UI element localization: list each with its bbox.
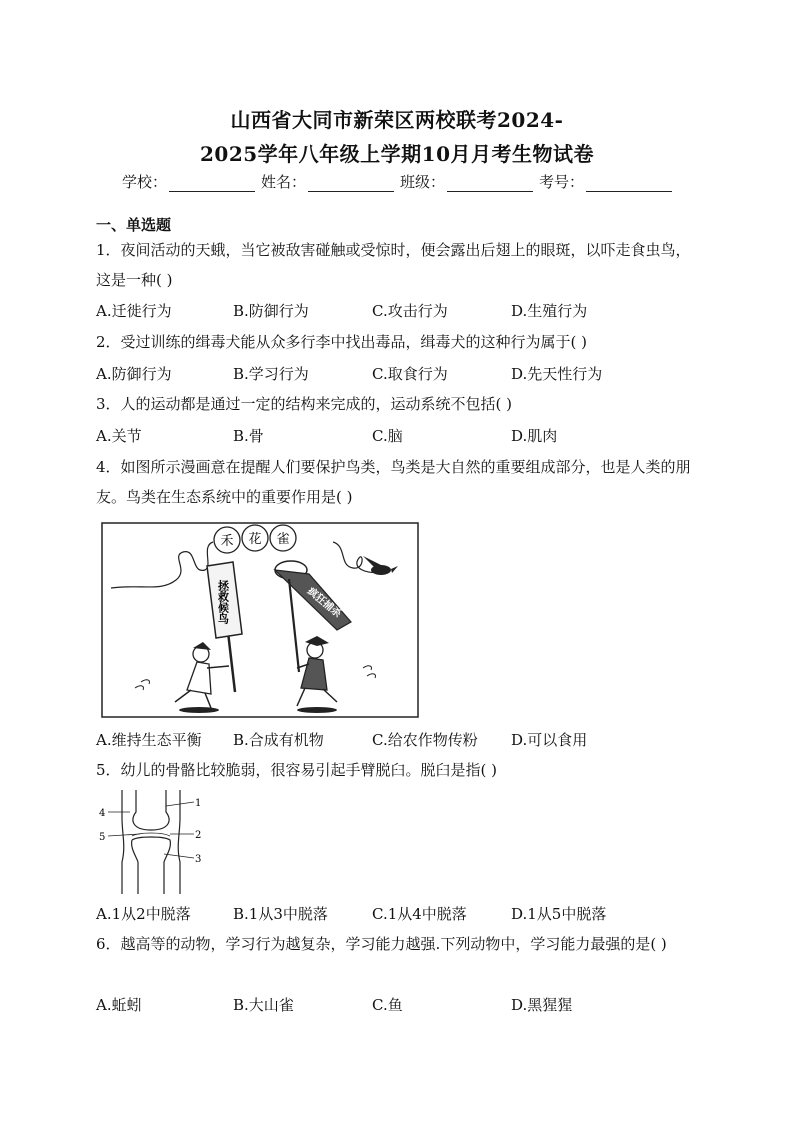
banner-char-3: 雀 [276,532,290,547]
school-label: 学校： [122,173,168,191]
q5-option-d: D.1从5中脱落 [511,905,607,923]
q6-option-b: B.大山雀 [233,996,294,1014]
question-1-text: 1．夜间活动的天蛾，当它被敌害碰触或受惊时，便会露出后翅上的眼斑，以吓走食虫鸟，这是一种( ) [96,241,691,289]
q4-option-c: C.给农作物传粉 [372,731,478,749]
q5-option-c: C.1从4中脱落 [372,905,467,923]
bird-protection-cartoon [101,522,419,718]
q6-option-a: A.蚯蚓 [96,996,142,1014]
sign-text: 拯救候鸟 [216,580,230,624]
question-6-text: 6．越高等的动物，学习行为越复杂，学习能力越强.下列动物中，学习能力最强的是( ) [96,935,667,953]
question-6-options [96,994,700,1018]
q2-option-a: A.防御行为 [96,365,172,383]
question-3-options [96,425,700,449]
q4-option-a: A.维持生态平衡 [96,731,202,749]
q4-option-b: B.合成有机物 [233,731,324,749]
banner-char-1: 禾 [220,534,234,549]
question-4-text: 4．如图所示漫画意在提醒人们要保护鸟类，鸟类是大自然的重要组成部分，也是人类的朋友。鸟类在生态系统中的重要作用是( ) [96,458,691,506]
q1-option-d: D.生殖行为 [511,302,588,320]
joint-label-5: 5 [99,832,106,843]
q1-option-b: B.防御行为 [233,302,309,320]
page-title-line-1: 山西省大同市新荣区两校联考2024- [230,108,564,132]
joint-label-3: 3 [195,854,202,865]
page-title-line-2: 2025学年八年级上学期10月月考生物试卷 [200,142,594,166]
question-2-text: 2．受过训练的缉毒犬能从众多行李中找出毒品，缉毒犬的这种行为属于( ) [96,333,588,351]
q2-option-d: D.先天性行为 [511,365,603,383]
name-blank[interactable] [308,177,394,192]
q6-option-d: D.黑猩猩 [511,996,573,1014]
question-3-text: 3．人的运动都是通过一定的结构来完成的，运动系统不包括( ) [96,395,513,413]
q2-option-b: B.学习行为 [233,365,309,383]
student-info-line [122,171,682,192]
q5-option-b: B.1从3中脱落 [233,905,328,923]
question-1-options [96,300,700,324]
banner-char-2: 花 [248,532,262,547]
q5-option-a: A.1从2中脱落 [96,905,191,923]
joint-label-4: 4 [99,808,106,819]
joint-label-1: 1 [195,798,202,809]
question-5-text: 5．幼儿的骨骼比较脆弱，很容易引起手臂脱臼。脱臼是指( ) [96,761,498,779]
class-blank[interactable] [447,177,533,192]
q3-option-a: A.关节 [96,427,142,445]
joint-diagram [96,790,208,894]
exam-number-blank[interactable] [586,177,672,192]
name-label: 姓名： [261,173,307,191]
q6-option-c: C.鱼 [372,996,403,1014]
q3-option-c: C.脑 [372,427,403,445]
question-2-options [96,363,700,387]
q2-option-c: C.取食行为 [372,365,448,383]
q1-option-c: C.攻击行为 [372,302,448,320]
question-4-options [96,729,700,753]
q3-option-b: B.骨 [233,427,264,445]
school-blank[interactable] [169,177,255,192]
question-5-options [96,903,700,927]
class-label: 班级： [400,173,446,191]
net-text: 疯狂捕杀 [305,585,343,621]
q1-option-a: A.迁徙行为 [96,302,172,320]
exam-number-label: 考号： [539,173,585,191]
q3-option-d: D.肌肉 [511,427,558,445]
section-title: 一、单选题 [96,216,172,234]
q4-option-d: D.可以食用 [511,731,588,749]
joint-label-2: 2 [195,830,202,841]
